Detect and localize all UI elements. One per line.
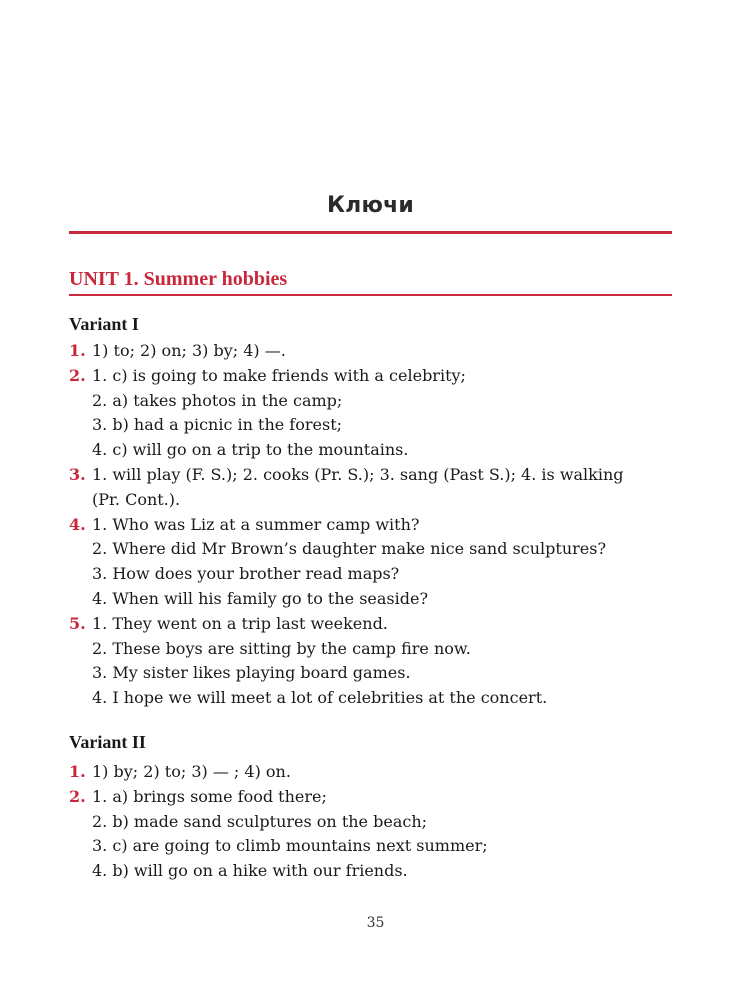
answer-line: 2. a) takes photos in the camp; <box>92 390 343 410</box>
exercise-number: 2. <box>69 786 86 806</box>
exercise-number: 1. <box>69 341 86 360</box>
variant-title-2: Variant II <box>69 732 146 752</box>
exercise-number: 1. <box>69 762 86 781</box>
page-number: 35 <box>366 915 385 931</box>
exercise-number: 2. <box>69 365 86 385</box>
exercise-number: 5. <box>69 613 86 633</box>
variant-1-answers <box>69 339 689 711</box>
answer-line: 4. I hope we will meet a lot of celebrities at the concert. <box>92 688 548 708</box>
answer-line: 4. b) will go on a hike with our friends. <box>92 861 408 881</box>
answer-line: 1. They went on a trip last weekend. <box>92 613 388 633</box>
unit-divider <box>69 294 672 296</box>
answer-line: 3. How does your brother read maps? <box>92 564 400 584</box>
answer-line: 1. a) brings some food there; <box>92 786 327 806</box>
unit-title: UNIT 1. Summer hobbies <box>69 268 288 290</box>
answer-line: 2. These boys are sitting by the camp fire now. <box>92 638 471 658</box>
variant-title-1: Variant I <box>69 314 139 334</box>
exercise-number: 4. <box>69 514 86 534</box>
exercise <box>69 513 689 612</box>
variant-2-answers <box>69 760 689 884</box>
answer-line: 1) by; 2) to; 3) — ; 4) on. <box>92 762 291 781</box>
answer-line: 1. Who was Liz at a summer camp with? <box>92 514 420 534</box>
answer-line: (Pr. Cont.). <box>92 489 181 509</box>
answer-line: 3. c) are going to climb mountains next summer; <box>92 836 488 856</box>
title-divider <box>69 231 672 234</box>
exercise <box>69 760 689 785</box>
answer-line: 1. will play (F. S.); 2. cooks (Pr. S.); 3. sang (Past S.); 4. is walking <box>92 464 624 484</box>
answer-line: 2. Where did Mr Brown’s daughter make nice sand sculptures? <box>92 539 607 559</box>
answer-line: 1) to; 2) on; 3) by; 4) —. <box>92 341 286 360</box>
exercise <box>69 463 689 513</box>
answer-line: 4. c) will go on a trip to the mountains. <box>92 440 409 460</box>
answer-line: 4. When will his family go to the seaside? <box>92 588 429 608</box>
answer-line: 1. c) is going to make friends with a celebrity; <box>92 365 466 385</box>
exercise <box>69 612 689 711</box>
exercise-number: 3. <box>69 464 86 484</box>
exercise <box>69 364 689 463</box>
exercise <box>69 785 689 884</box>
answer-line: 3. b) had a picnic in the forest; <box>92 415 343 435</box>
answer-line: 3. My sister likes playing board games. <box>92 663 411 683</box>
exercise <box>69 339 689 364</box>
answer-line: 2. b) made sand sculptures on the beach; <box>92 811 428 831</box>
page-title: Ключи <box>326 193 414 218</box>
